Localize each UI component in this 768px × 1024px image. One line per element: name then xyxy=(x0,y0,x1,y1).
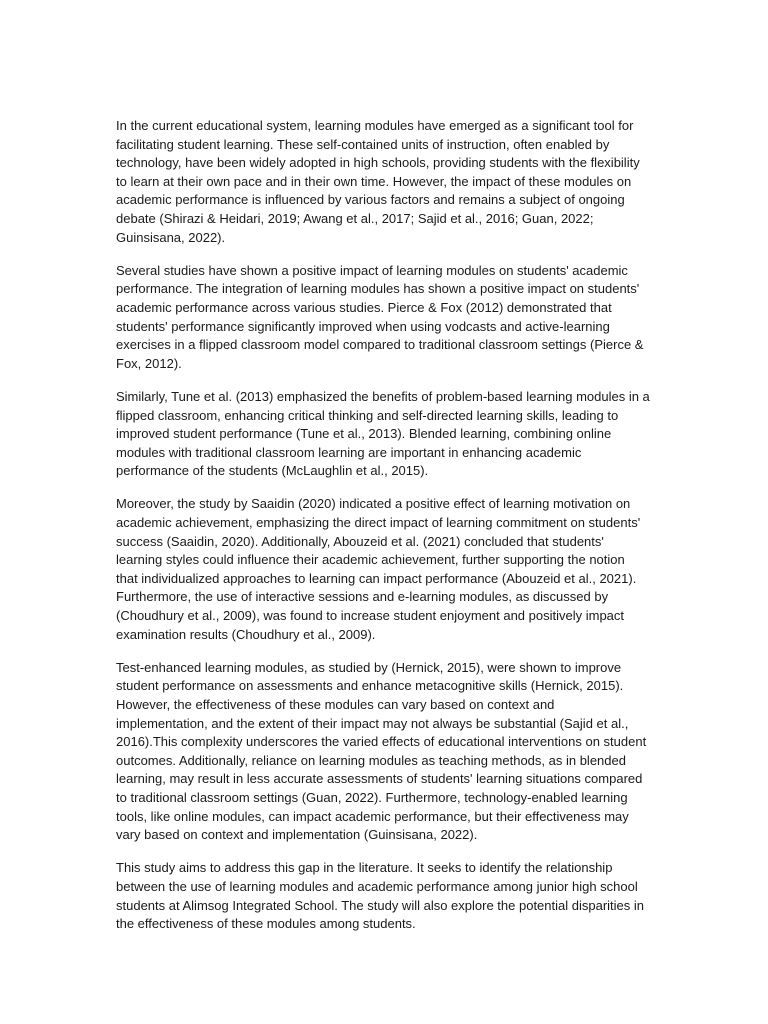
text-line: Similarly, Tune et al. (2013) emphasized the benefits of problem-based learning modules in a xyxy=(116,388,650,404)
text-line: 2016).This complexity underscores the varied effects of educational interventions on student xyxy=(116,734,647,750)
paragraph-2 xyxy=(116,262,656,374)
text-line: Several studies have shown a positive impact of learning modules on students' academic xyxy=(116,262,628,278)
text-line: Furthermore, the use of interactive sessions and e-learning modules, as discussed by xyxy=(116,589,609,605)
text-line: student performance on assessments and enhance metacognitive skills (Hernick, 2015). xyxy=(116,678,624,694)
text-line: In the current educational system, learning modules have emerged as a significant tool for xyxy=(116,118,634,133)
paragraph-6 xyxy=(116,859,656,933)
text-line: This study aims to address this gap in the literature. It seeks to identify the relationship xyxy=(116,860,613,876)
text-line: students' performance significantly improved when using vodcasts and active-learning xyxy=(116,318,610,334)
paragraph-3 xyxy=(116,388,656,481)
text-line: flipped classroom, enhancing critical thinking and self-directed learning skills, leading to xyxy=(116,407,619,423)
document-page xyxy=(116,117,656,948)
text-line: Guinsisana, 2022). xyxy=(116,229,226,245)
text-line: tools, like online modules, can impact academic performance, but their effectiveness may xyxy=(116,808,629,824)
text-line: outcomes. Additionally, reliance on learning modules as teaching methods, as in blended xyxy=(116,752,626,768)
text-line: students at Alimsog Integrated School. The study will also explore the potential disparities in xyxy=(116,897,645,913)
text-line: performance of the students (McLaughlin et al., 2015). xyxy=(116,463,429,479)
text-line: to traditional classroom settings (Guan, 2022). Furthermore, technology-enabled learning xyxy=(116,789,628,805)
text-line: facilitating student learning. These self-contained units of instruction, often enabled by xyxy=(116,136,610,152)
text-line: to learn at their own pace and in their own time. However, the impact of these modules on xyxy=(116,173,632,189)
paragraph-4 xyxy=(116,495,656,644)
paragraph-5 xyxy=(116,659,656,845)
text-line: success (Saaidin, 2020). Additionally, Abouzeid et al. (2021) concluded that students' xyxy=(116,533,604,549)
text-line: the effectiveness of these modules among students. xyxy=(116,916,416,932)
text-line: academic performance is influenced by various factors and remains a subject of ongoing xyxy=(116,192,625,208)
text-line: debate (Shirazi & Heidari, 2019; Awang et al., 2017; Sajid et al., 2016; Guan, 2022; xyxy=(116,210,594,226)
text-line: Moreover, the study by Saaidin (2020) indicated a positive effect of learning motivation on xyxy=(116,496,631,512)
paragraph-1 xyxy=(116,117,656,247)
text-line: Fox, 2012). xyxy=(116,355,182,371)
text-line: modules with traditional classroom learning are important in enhancing academic xyxy=(116,444,582,460)
text-line: Test-enhanced learning modules, as studied by (Hernick, 2015), were shown to improve xyxy=(116,659,622,675)
text-line: However, the effectiveness of these modules can vary based on context and xyxy=(116,697,555,712)
text-line: implementation, and the extent of their impact may not always be substantial (Sajid et al., xyxy=(116,715,629,731)
text-line: (Choudhury et al., 2009), was found to increase student enjoyment and positively impact xyxy=(116,608,625,624)
text-line: academic achievement, emphasizing the direct impact of learning commitment on students' xyxy=(116,515,641,531)
text-line: technology, have been widely adopted in high schools, providing students with the flexibility xyxy=(116,155,640,171)
text-line: learning styles could influence their academic achievement, further supporting the notion xyxy=(116,552,625,568)
text-line: improved student performance (Tune et al., 2013). Blended learning, combining online xyxy=(116,426,612,442)
text-line: examination results (Choudhury et al., 2009). xyxy=(116,626,376,642)
text-line: between the use of learning modules and academic performance among junior high school xyxy=(116,878,638,894)
text-line: vary based on context and implementation (Guinsisana, 2022). xyxy=(116,827,478,843)
text-line: academic performance across various studies. Pierce & Fox (2012) demonstrated that xyxy=(116,299,612,315)
text-line: exercises in a flipped classroom model compared to traditional classroom settings (Pierce & xyxy=(116,337,644,353)
text-line: performance. The integration of learning modules has shown a positive impact on students' xyxy=(116,281,640,297)
text-line: learning, may result in less accurate assessments of students' learning situations compared xyxy=(116,771,643,787)
text-line: that individualized approaches to learning can impact performance (Abouzeid et al., 2021). xyxy=(116,570,637,586)
